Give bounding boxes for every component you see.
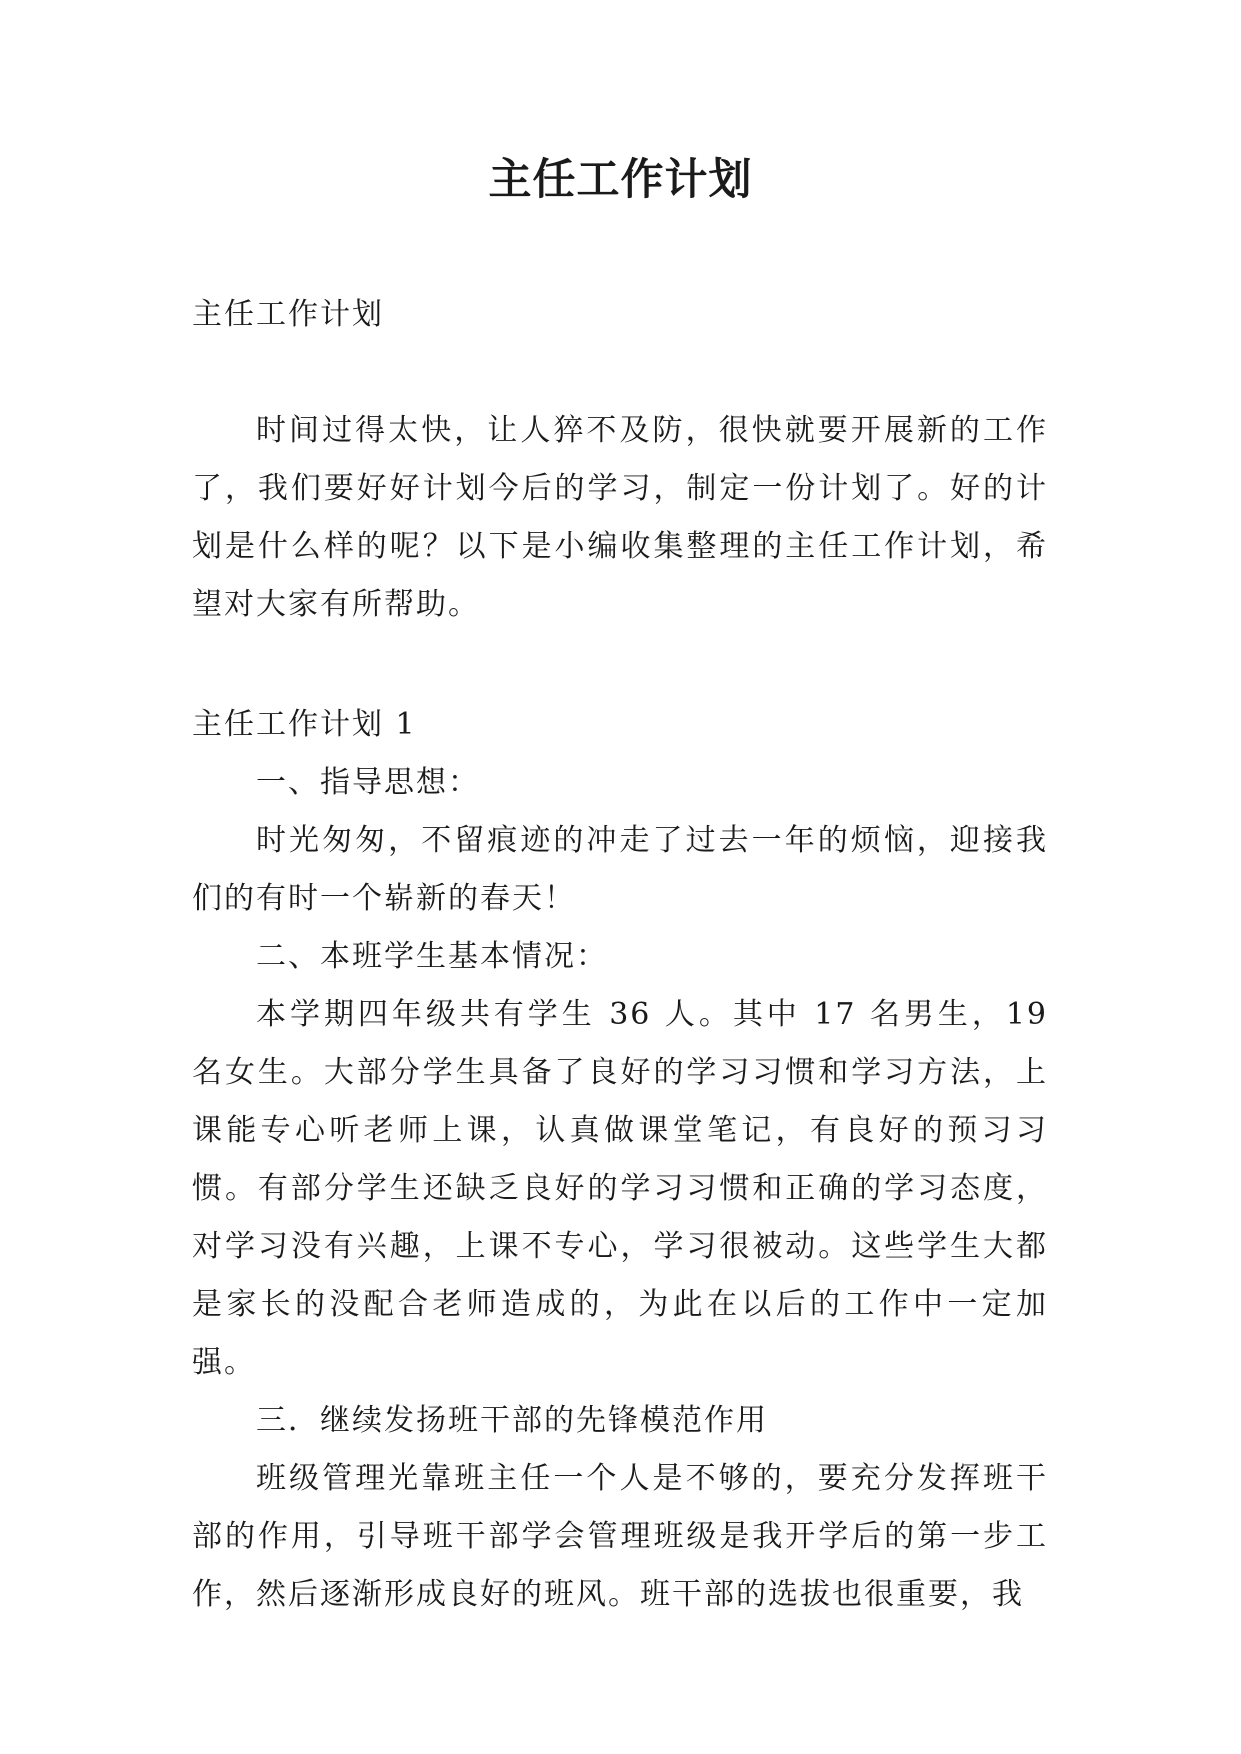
class-situation-paragraph: 本学期四年级共有学生 36 人。其中 17 名男生，19 名女生。大部分学生具备了良好的学习习惯和学习方法，上课能专心听老师上课，认真做课堂笔记，有良好的预习习惯。有部分学生还缺乏良好的学习习惯和正确的学习态度，对学习没有兴趣，上课不专心，学习很被动。这些学生大都是家长的没配合老师造成的，为此在以后的工作中一定加强。 <box>192 997 1048 1380</box>
guiding-ideology-heading: 一、指导思想： <box>256 765 480 800</box>
section-heading: 主任工作计划 1 <box>192 707 417 742</box>
guiding-ideology-paragraph: 时光匆匆，不留痕迹的冲走了过去一年的烦恼，迎接我们的有时一个崭新的春天！ <box>192 823 1048 916</box>
plan-section-1 <box>192 696 1048 1624</box>
class-cadre-paragraph: 班级管理光靠班主任一个人是不够的，要充分发挥班干部的作用，引导班干部学会管理班级是我开学后的第一步工作，然后逐渐形成良好的班风。班干部的选拔也很重要，我 <box>192 1461 1048 1612</box>
intro-paragraph: 时间过得太快，让人猝不及防，很快就要开展新的工作了，我们要好好计划今后的学习，制定一份计划了。好的计划是什么样的呢？以下是小编收集整理的主任工作计划，希望对大家有所帮助。 <box>192 413 1048 622</box>
class-situation-heading: 二、本班学生基本情况： <box>256 939 608 974</box>
document-title: 主任工作计划 <box>488 155 753 205</box>
document-subtitle: 主任工作计划 <box>192 297 384 332</box>
class-cadre-heading: 三．继续发扬班干部的先锋模范作用 <box>256 1403 768 1438</box>
